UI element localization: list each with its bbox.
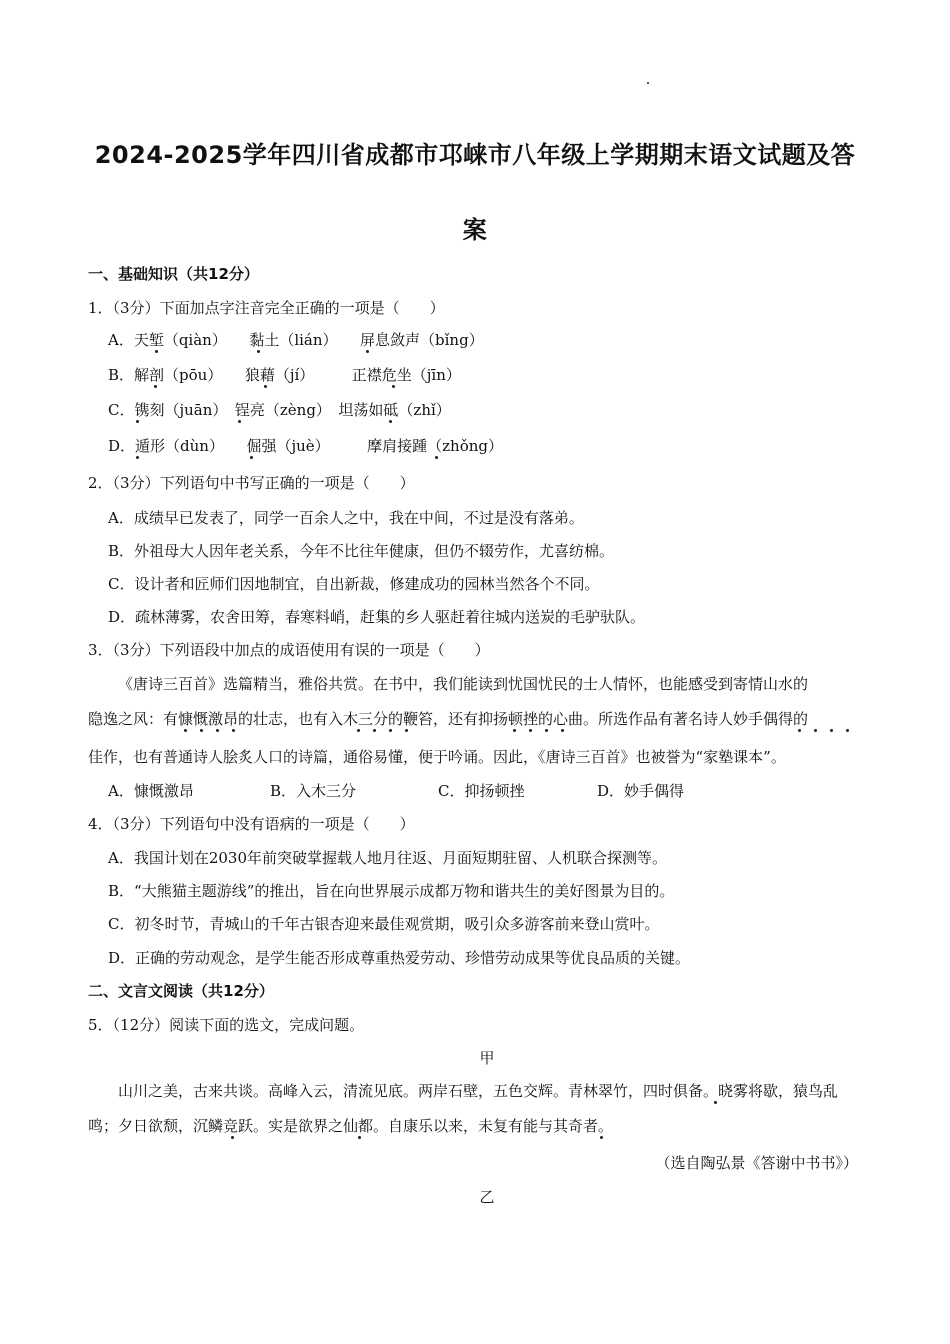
emphasis-dot bbox=[389, 420, 392, 423]
section-heading-classical-reading: 二、文言文阅读（共12分） bbox=[88, 982, 274, 1000]
passage-jia-line-2: 鸣；夕日欲颓，沉鳞竞跃。实是欲界之仙都。自康乐以来，未复有能与其奇者。 bbox=[88, 1117, 614, 1135]
emphasis-dot bbox=[561, 729, 564, 732]
question-2-option-a: A．成绩早已发表了，同学一百余人之中，我在中间，不过是没有落弟。 bbox=[108, 509, 584, 527]
emphasis-dot bbox=[529, 729, 532, 732]
emphasis-dot bbox=[846, 729, 849, 732]
question-4-option-b: B．“大熊猫主题游线”的推出，旨在向世界展示成都万物和谐共生的美好图景为目的。 bbox=[108, 882, 675, 900]
emphasis-dot bbox=[392, 385, 395, 388]
passage-jia-label: 甲 bbox=[479, 1049, 495, 1067]
emphasis-dot bbox=[714, 1101, 717, 1104]
emphasis-dot bbox=[798, 729, 801, 732]
emphasis-dot bbox=[154, 385, 157, 388]
emphasis-dot bbox=[366, 350, 369, 353]
question-4-option-d: D．正确的劳动观念，是学生能否形成尊重热爱劳动、珍惜劳动成果等优良品质的关键。 bbox=[108, 949, 691, 967]
emphasis-dot bbox=[814, 729, 817, 732]
page-title: 2024-2025学年四川省成都市邛崃市八年级上学期期末语文试题及答 bbox=[94, 141, 856, 169]
emphasis-dot bbox=[513, 729, 516, 732]
emphasis-dot bbox=[136, 420, 139, 423]
emphasis-dot bbox=[232, 729, 235, 732]
question-3-passage-line-2: 隐逸之风：有慷慨激昂的壮志，也有入木三分的鞭笞，还有抑扬顿挫的心曲。所选作品有著名诗人妙手偶得的 bbox=[88, 710, 809, 728]
passage-jia-line-1: 山川之美，古来共谈。高峰入云，清流见底。两岸石壁，五色交辉。青林翠竹，四时俱备。晓雾将歇，猿鸟乱 bbox=[118, 1082, 839, 1100]
question-2-stem: 2．（3分）下列语句中书写正确的一项是（ ） bbox=[88, 474, 415, 492]
question-2-option-b: B．外祖母大人因年老关系，今年不比往年健康，但仍不辍劳作，尤喜纺棉。 bbox=[108, 542, 615, 560]
emphasis-dot bbox=[830, 729, 833, 732]
emphasis-dot bbox=[545, 729, 548, 732]
question-1-option-d: D．遁形（dùn） 倔强（juè） 摩肩接踵（zhǒng） bbox=[108, 437, 503, 455]
question-1-option-c: C．镌刻（juān） 锃亮（zèng） 坦荡如砥（zhǐ） bbox=[108, 401, 451, 419]
question-2-option-c: C．设计者和匠师们因地制宜，自出新裁，修建成功的园林当然各个不同。 bbox=[108, 575, 600, 593]
question-1-option-b: B．解剖（pōu） 狼藉（jí） 正襟危坐（jīn） bbox=[108, 366, 461, 384]
scan-dot bbox=[647, 82, 649, 84]
emphasis-dot bbox=[405, 729, 408, 732]
question-2-option-d: D．疏林薄雾，农舍田筹，春寒料峭，赶集的乡人驱赶着往城内送炭的毛驴驮队。 bbox=[108, 608, 646, 626]
question-3-option-b: B．入木三分 bbox=[270, 782, 357, 800]
question-3-stem: 3．（3分）下列语段中加点的成语使用有误的一项是（ ） bbox=[88, 641, 490, 659]
emphasis-dot bbox=[600, 1136, 603, 1139]
emphasis-dot bbox=[200, 729, 203, 732]
emphasis-dot bbox=[435, 456, 438, 459]
question-3-option-d: D．妙手偶得 bbox=[597, 782, 685, 800]
emphasis-dot bbox=[250, 456, 253, 459]
emphasis-dot bbox=[357, 729, 360, 732]
section-heading-basic-knowledge: 一、基础知识（共12分） bbox=[88, 265, 259, 283]
question-4-option-c: C．初冬时节，青城山的千年古银杏迎来最佳观赏期，吸引众多游客前来登山赏叶。 bbox=[108, 915, 660, 933]
emphasis-dot bbox=[155, 350, 158, 353]
emphasis-dot bbox=[389, 729, 392, 732]
emphasis-dot bbox=[231, 1136, 234, 1139]
question-3-passage-line-1: 《唐诗三百首》选篇精当，雅俗共赏。在书中，我们能读到忧国忧民的士人情怀，也能感受到寄情山水的 bbox=[118, 675, 809, 693]
question-3-option-a: A．慷慨激昂 bbox=[108, 782, 194, 800]
passage-jia-source: （选自陶弘景《答谢中书书》） bbox=[655, 1154, 858, 1172]
passage-yi-label: 乙 bbox=[479, 1188, 495, 1206]
question-4-stem: 4．（3分）下列语句中没有语病的一项是（ ） bbox=[88, 815, 415, 833]
emphasis-dot bbox=[136, 456, 139, 459]
question-5-stem: 5．（12分）阅读下面的选文，完成问题。 bbox=[88, 1016, 365, 1034]
emphasis-dot bbox=[257, 350, 260, 353]
emphasis-dot bbox=[373, 729, 376, 732]
emphasis-dot bbox=[264, 385, 267, 388]
question-3-passage-line-3: 佳作，也有普通诗人脍炙人口的诗篇，通俗易懂，便于吟诵。因此，《唐诗三百首》也被誉为“家塾课本”。 bbox=[88, 748, 786, 766]
emphasis-dot bbox=[184, 729, 187, 732]
emphasis-dot bbox=[216, 729, 219, 732]
question-4-option-a: A．我国计划在2030年前突破掌握载人地月往返、月面短期驻留、人机联合探测等。 bbox=[108, 849, 668, 867]
question-1-option-a: A．天堑（qiàn） 黏土（lián） 屏息敛声（bǐng） bbox=[108, 331, 484, 349]
question-1-stem: 1．（3分）下面加点字注音完全正确的一项是（ ） bbox=[88, 299, 445, 317]
emphasis-dot bbox=[238, 420, 241, 423]
page-title-continued: 案 bbox=[462, 216, 488, 244]
question-3-option-c: C．抑扬顿挫 bbox=[438, 782, 525, 800]
emphasis-dot bbox=[358, 1136, 361, 1139]
